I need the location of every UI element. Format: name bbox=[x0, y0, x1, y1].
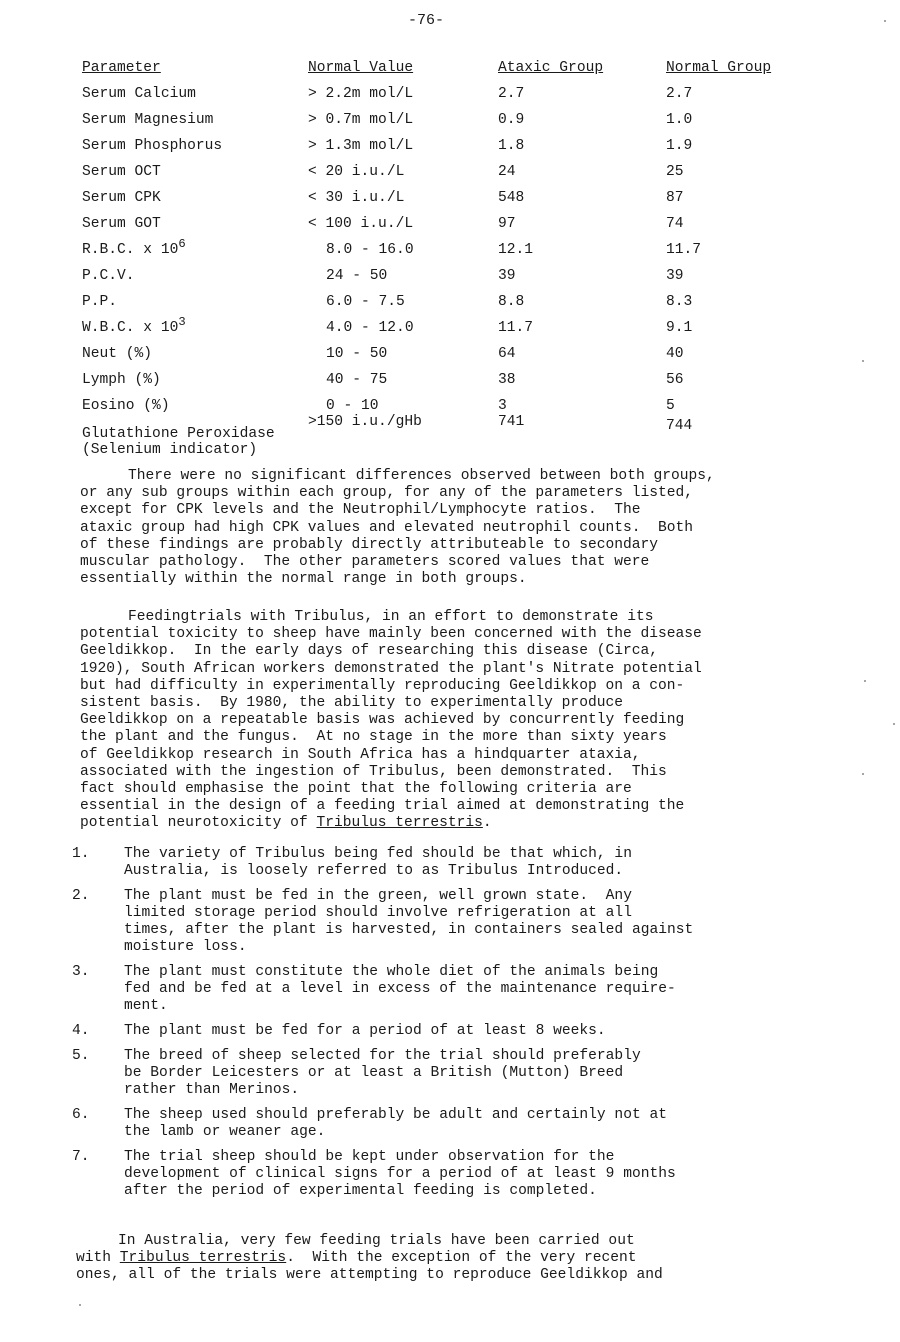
cell-parameter bbox=[82, 154, 308, 180]
cell-normal-group: 40 bbox=[666, 346, 684, 362]
paragraph-text: There were no significant differences observed between both groups, or any sub groups within each group, for any of the parameters listed, except for CPK levels and the Neutrophil/Lymphocyte ratios. The ataxic group had high CPK values and elevated neutrophil counts. Both of these findings are probably directly attributeable to secondary muscular pathology. The other parameters scored values that were essentially within the normal range in both groups. bbox=[80, 468, 715, 588]
cell-normal-group: 2.7 bbox=[666, 86, 693, 102]
cell-normal-group: 1.9 bbox=[666, 138, 693, 154]
criterion-number: 3. bbox=[72, 964, 90, 980]
criterion-text: The trial sheep should be kept under observation for the development of clinical signs for a period of at least 9 months after the period of experimental feeding is completed. bbox=[124, 1149, 676, 1199]
parameter-name: Serum CPK bbox=[82, 190, 161, 206]
cell-parameter bbox=[82, 128, 308, 154]
cell-normal-value: 6.0 - 7.5 bbox=[326, 294, 405, 310]
table-row bbox=[82, 76, 806, 102]
parameter-name: P.P. bbox=[82, 294, 118, 310]
criterion-item bbox=[72, 1107, 772, 1141]
criterion-text: The plant must constitute the whole diet of the animals being fed and be fed at a level in excess of the maintenance require- ment. bbox=[124, 964, 676, 1014]
cell-parameter bbox=[82, 284, 308, 310]
exponent: 3 bbox=[178, 315, 186, 330]
cell-ataxic-group: 3 bbox=[498, 398, 507, 414]
scan-speck bbox=[893, 723, 895, 725]
criterion-number: 2. bbox=[72, 888, 90, 904]
criterion-item bbox=[72, 1023, 772, 1040]
parameter-name: Serum Calcium bbox=[82, 86, 196, 102]
cell-ataxic-group: 64 bbox=[498, 346, 516, 362]
cell-normal-value: 8.0 - 16.0 bbox=[326, 242, 414, 258]
cell-normal-group: 1.0 bbox=[666, 112, 693, 128]
cell-normal-group: 8.3 bbox=[666, 294, 693, 310]
criterion-number: 5. bbox=[72, 1048, 90, 1064]
parameter-name: Serum GOT bbox=[82, 216, 161, 232]
cell-ataxic-group: 39 bbox=[498, 268, 516, 284]
cell-parameter bbox=[82, 206, 308, 232]
criteria-list bbox=[72, 846, 772, 1208]
cell-ataxic-group: 1.8 bbox=[498, 138, 525, 154]
species-name: Tribulus terrestris bbox=[316, 815, 483, 832]
cell-normal-group: 25 bbox=[666, 164, 684, 180]
criterion-item bbox=[72, 888, 772, 956]
scan-speck bbox=[864, 680, 866, 682]
parameter-name: Serum Magnesium bbox=[82, 112, 214, 128]
cell-ataxic-group: 97 bbox=[498, 216, 516, 232]
parameter-name: P.C.V. bbox=[82, 268, 135, 284]
parameter-subtitle: (Selenium indicator) bbox=[82, 442, 258, 458]
cell-normal-value: > 1.3m mol/L bbox=[308, 138, 414, 154]
parameter-table bbox=[82, 50, 806, 458]
criterion-number: 4. bbox=[72, 1023, 90, 1039]
cell-ataxic-group: 8.8 bbox=[498, 294, 525, 310]
cell-parameter bbox=[82, 362, 308, 388]
cell-parameter bbox=[82, 414, 308, 458]
table-row bbox=[82, 154, 806, 180]
table-row bbox=[82, 310, 806, 336]
cell-normal-value: > 0.7m mol/L bbox=[308, 112, 414, 128]
cell-normal-value: 40 - 75 bbox=[326, 372, 388, 388]
parameter-name: Serum Phosphorus bbox=[82, 138, 223, 154]
cell-normal-value: 4.0 - 12.0 bbox=[326, 320, 414, 336]
cell-normal-value: > 2.2m mol/L bbox=[308, 86, 414, 102]
cell-normal-group: 87 bbox=[666, 190, 684, 206]
table-row bbox=[82, 258, 806, 284]
parameter-name: Eosino (%) bbox=[82, 398, 170, 414]
cell-ataxic-group: 12.1 bbox=[498, 242, 534, 258]
cell-ataxic-group: 548 bbox=[498, 190, 525, 206]
cell-normal-group: 74 bbox=[666, 216, 684, 232]
table-row bbox=[82, 414, 806, 458]
cell-parameter bbox=[82, 258, 308, 284]
cell-normal-value: < 100 i.u./L bbox=[308, 216, 414, 232]
cell-ataxic-group: 741 bbox=[498, 414, 525, 430]
table-header-row bbox=[82, 50, 806, 76]
scan-speck bbox=[862, 773, 864, 775]
cell-ataxic-group: 2.7 bbox=[498, 86, 525, 102]
cell-normal-value: 24 - 50 bbox=[326, 268, 388, 284]
cell-normal-group: 56 bbox=[666, 372, 684, 388]
table-row bbox=[82, 336, 806, 362]
cell-normal-value: >150 i.u./gHb bbox=[308, 414, 422, 430]
parameter-name: Lymph (%) bbox=[82, 372, 161, 388]
cell-ataxic-group: 11.7 bbox=[498, 320, 534, 336]
table-body bbox=[82, 76, 806, 458]
criterion-text: The variety of Tribulus being fed should be that which, in Australia, is loosely referred to as Tribulus Introduced. bbox=[124, 846, 632, 879]
table-row bbox=[82, 284, 806, 310]
criterion-number: 6. bbox=[72, 1107, 90, 1123]
criterion-item bbox=[72, 1149, 772, 1200]
table-row bbox=[82, 362, 806, 388]
cell-parameter bbox=[82, 232, 308, 258]
criterion-item bbox=[72, 1048, 772, 1099]
cell-parameter bbox=[82, 76, 308, 102]
paragraph-text: In Australia, very few feeding trials have been carried out with bbox=[76, 1233, 635, 1266]
cell-ataxic-group: 0.9 bbox=[498, 112, 525, 128]
scan-speck bbox=[862, 360, 864, 362]
cell-normal-group: 5 bbox=[666, 398, 675, 414]
header-normal-group: Normal Group bbox=[666, 60, 772, 76]
cell-parameter bbox=[82, 336, 308, 362]
parameter-name: Neut (%) bbox=[82, 346, 153, 362]
scan-speck bbox=[79, 1304, 81, 1306]
table-row bbox=[82, 232, 806, 258]
page-number: -76- bbox=[408, 12, 445, 29]
table-row bbox=[82, 102, 806, 128]
header-normal-value: Normal Value bbox=[308, 60, 414, 76]
parameter-name: Glutathione Peroxidase bbox=[82, 426, 275, 442]
cell-normal-group: 744 bbox=[666, 418, 693, 434]
cell-parameter bbox=[82, 102, 308, 128]
cell-normal-value: 10 - 50 bbox=[326, 346, 388, 362]
parameter-name: Serum OCT bbox=[82, 164, 161, 180]
criterion-text: The plant must be fed in the green, well grown state. Any limited storage period should involve refrigeration at all times, after the plant is harvested, in containers sealed against moisture loss. bbox=[124, 888, 694, 955]
table-row bbox=[82, 180, 806, 206]
cell-normal-group: 9.1 bbox=[666, 320, 693, 336]
parameter-name: W.B.C. x 10 bbox=[82, 320, 179, 336]
table-row bbox=[82, 206, 806, 232]
cell-parameter bbox=[82, 310, 308, 336]
exponent: 6 bbox=[178, 237, 186, 252]
scan-speck bbox=[884, 20, 886, 22]
cell-parameter bbox=[82, 180, 308, 206]
cell-normal-value: < 30 i.u./L bbox=[308, 190, 405, 206]
paragraph-feeding-trials bbox=[80, 609, 840, 833]
criterion-number: 7. bbox=[72, 1149, 90, 1165]
criterion-item bbox=[72, 846, 772, 880]
criterion-item bbox=[72, 964, 772, 1015]
header-parameter: Parameter bbox=[82, 60, 161, 76]
header-ataxic-group: Ataxic Group bbox=[498, 60, 604, 76]
criterion-text: The plant must be fed for a period of at least 8 weeks. bbox=[124, 1023, 606, 1039]
cell-normal-group: 39 bbox=[666, 268, 684, 284]
criterion-number: 1. bbox=[72, 846, 90, 862]
criterion-text: The breed of sheep selected for the trial should preferably be Border Leicesters or at least a British (Mutton) Breed rather than Merinos. bbox=[124, 1048, 641, 1098]
table-row bbox=[82, 128, 806, 154]
paragraph-text: . With the exception of the very recent ones, all of the trials were attempting to reproduce Geeldikkop and bbox=[76, 1250, 663, 1283]
paragraph-period: . bbox=[482, 815, 492, 832]
cell-ataxic-group: 38 bbox=[498, 372, 516, 388]
cell-ataxic-group: 24 bbox=[498, 164, 516, 180]
cell-normal-value: < 20 i.u./L bbox=[308, 164, 405, 180]
cell-normal-value: 0 - 10 bbox=[326, 398, 379, 414]
cell-normal-group: 11.7 bbox=[666, 242, 702, 258]
paragraph-australia bbox=[76, 1233, 776, 1284]
table-row bbox=[82, 388, 806, 414]
species-name: Tribulus terrestris bbox=[119, 1250, 287, 1266]
parameter-name: R.B.C. x 10 bbox=[82, 242, 179, 258]
criterion-text: The sheep used should preferably be adult and certainly not at the lamb or weaner age. bbox=[124, 1107, 667, 1140]
paragraph-findings bbox=[80, 468, 820, 588]
paragraph-text: Feedingtrials with Tribulus, in an effort to demonstrate its potential toxicity to sheep have mainly been concerned with the disease Geeldikkop. In the early days of researching this disease (Circa, 1920), South African workers demonstrated the plant's Nitrate potential but had difficulty in experimentally reproducing Geeldikkop on a con- sistent basis. By 1980, the ability to experimentally produce Geeldikkop on a repeatable basis was achieved by concurrently feeding the plant and the fungus. At no stage in the more than sixty years of Geeldikkop research in South Africa has a hindquarter ataxia, associated with the ingestion of Tribulus, been demonstrated. This fact should emphasise the point that the following criteria are essential in the design of a feeding trial aimed at demonstrating the potential neurotoxicity of bbox=[80, 609, 702, 832]
cell-parameter bbox=[82, 388, 308, 414]
